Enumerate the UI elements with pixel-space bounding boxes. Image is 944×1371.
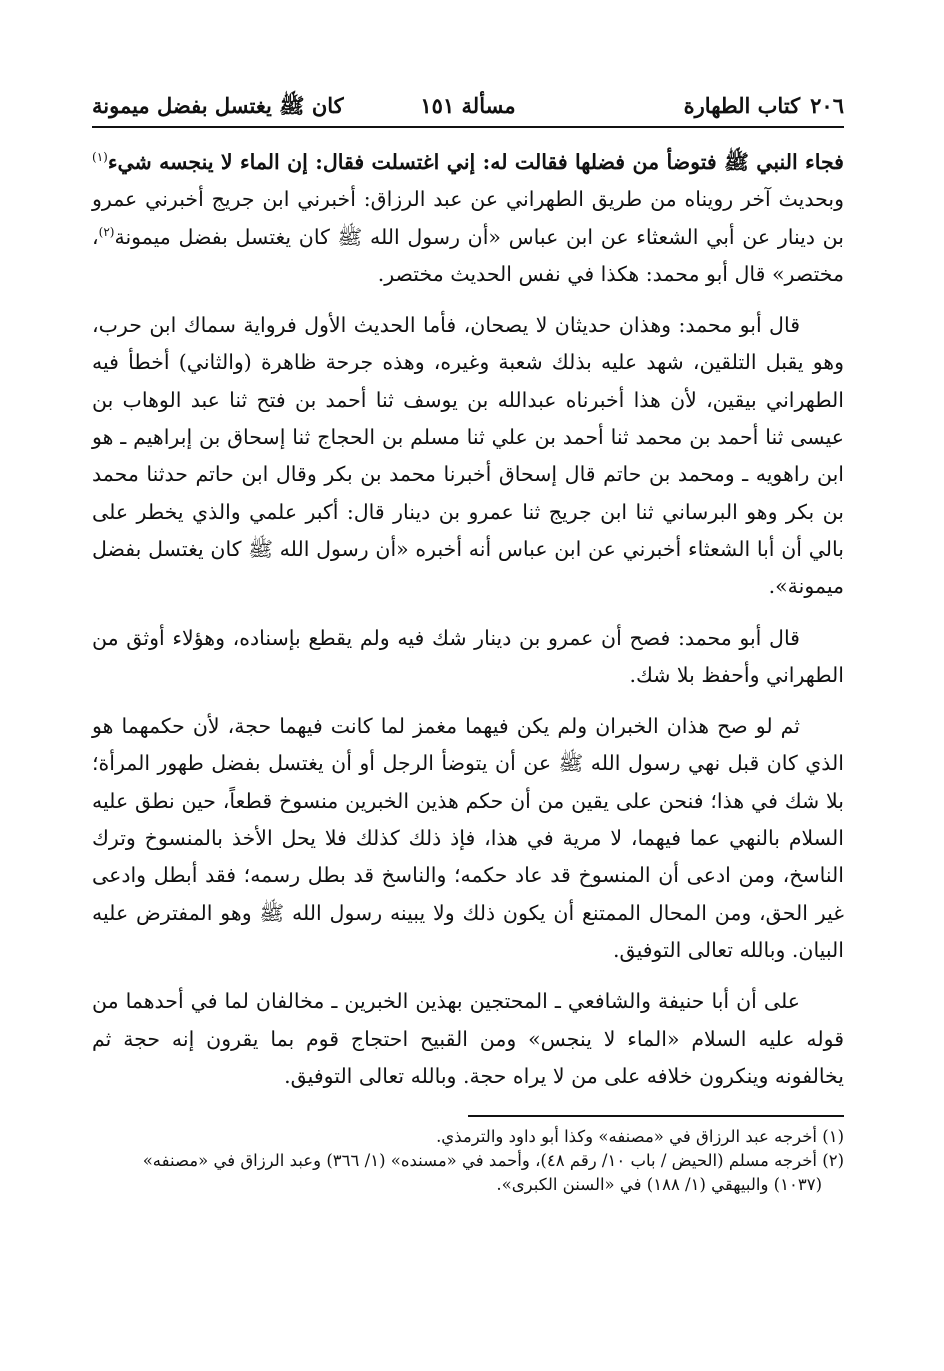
book-page bbox=[92, 88, 844, 1197]
footnote-ref-1: (١) bbox=[92, 150, 108, 165]
paragraph-2: قال أبو محمد: وهذان حديثان لا يصحان، فأما الحديث الأول فرواية سماك ابن حرب، وهو يقبل التلقين، شهد عليه بذلك شعبة وغيره، وهذه جرحة ظاهرة (والثاني) أخطأ فيه الطهراني بيقين، لأن هذا أخبرناه عبدالله بن يوسف ثنا أحمد بن فتح ثنا عبد الوهاب بن عيسى ثنا أحمد بن محمد ثنا أحمد بن علي ثنا مسلم بن الحجاج ثنا إسحاق بن إبراهيم ـ هو ابن راهويه ـ ومحمد بن حاتم قال إسحاق أخبرنا محمد بن بكر وقال ابن حاتم حدثنا محمد بن بكر وهو البرساني ثنا ابن جريج ثنا عمرو بن دينار قال: أكبر علمي والذي يخطر على بالي أن أبا الشعثاء أخبرني عن ابن عباس أنه أخبره «أن رسول الله ﷺ كان يغتسل بفضل ميمونة». bbox=[92, 313, 844, 599]
footnotes bbox=[92, 1125, 844, 1197]
footnote-rule bbox=[468, 1115, 844, 1117]
paragraph-4: ثم لو صح هذان الخبران ولم يكن فيهما مغمز لما كانت فيهما حجة، لأن حكمهما هو الذي كان قبل نهي رسول الله ﷺ عن أن يتوضأ الرجل أو أن يغتسل بفضل طهور المرأة؛ بلا شك في هذا؛ فنحن على يقين من أن حكم هذين الخبرين منسوخ قطعاً، حين نطق عليه السلام بالنهي عما فيهما، لا مرية في هذا، فإذ ذلك كذلك فلا يحل الأخذ بالمنسوخ وترك الناسخ، ومن ادعى أن المنسوخ قد عاد حكمه؛ والناسخ قد بطل رسمه؛ فقد أبطل وادعى غير الحق، ومن المحال الممتنع أن يكون ذلك ولا يبينه رسول الله ﷺ وهو المفترض عليه البيان. وبالله تعالى التوفيق. bbox=[92, 714, 844, 962]
page-number: ٢٠٦ bbox=[810, 93, 844, 118]
footnote-ref-2: (٢) bbox=[98, 224, 115, 239]
running-header bbox=[92, 88, 844, 124]
header-rule bbox=[92, 126, 844, 128]
footnote-2-continued: (١٠٣٧) والبيهقي (١/ ١٨٨) في «السنن الكبرى». bbox=[496, 1175, 822, 1195]
chapter-topic: كان ﷺ يغتسل بفضل ميمونة bbox=[92, 93, 344, 118]
paragraph-1 bbox=[92, 144, 844, 293]
issue-number: مسألة ١٥١ bbox=[420, 93, 516, 118]
book-title: كتاب الطهارة bbox=[683, 93, 801, 118]
paragraph-3: قال أبو محمد: فصح أن عمرو بن دينار شك فيه ولم يقطع بإسناده، وهؤلاء أوثق من الطهراني وأحفظ بلا شك. bbox=[92, 625, 844, 687]
paragraph-5: على أن أبا حنيفة والشافعي ـ المحتجين بهذين الخبرين ـ مخالفان لما في أحدهما من قوله عليه السلام «الماء لا ينجس» ومن القبيح احتجاج قوم بما يقرون إنه حجة ثم يخالفونه وينكرون خلافه على من لا يراه حجة. وبالله تعالى التوفيق. bbox=[92, 989, 844, 1088]
hadith-quote: فجاء النبي ﷺ فتوضأ من فضلها فقالت له: إني اغتسلت فقال: إن الماء لا ينجسه شيء bbox=[107, 150, 844, 174]
paragraph-1-text-end: ، مختصر» قال أبو محمد: هكذا في نفس الحديث مختصر. bbox=[92, 224, 844, 286]
footnote-1: (١) أخرجه عبد الرزاق في «مصنفه» وكذا أبو داود والترمذي. bbox=[436, 1127, 844, 1147]
paragraph-1-text: وبحديث آخر رويناه من طريق الطهراني عن عبد الرزاق: أخبرني ابن جريج أخبرني عمرو بن دينار عن أبي الشعثاء عن ابن عباس «أن رسول الله ﷺ كان يغتسل بفضل ميمونة bbox=[92, 187, 844, 249]
main-text bbox=[92, 144, 844, 1095]
footnote-2: (٢) أخرجه مسلم (الحيض / باب ١٠/ رقم ٤٨)، وأحمد في «مسنده» (١/ ٣٦٦) وعبد الرزاق في «مصنفه» bbox=[142, 1151, 844, 1171]
